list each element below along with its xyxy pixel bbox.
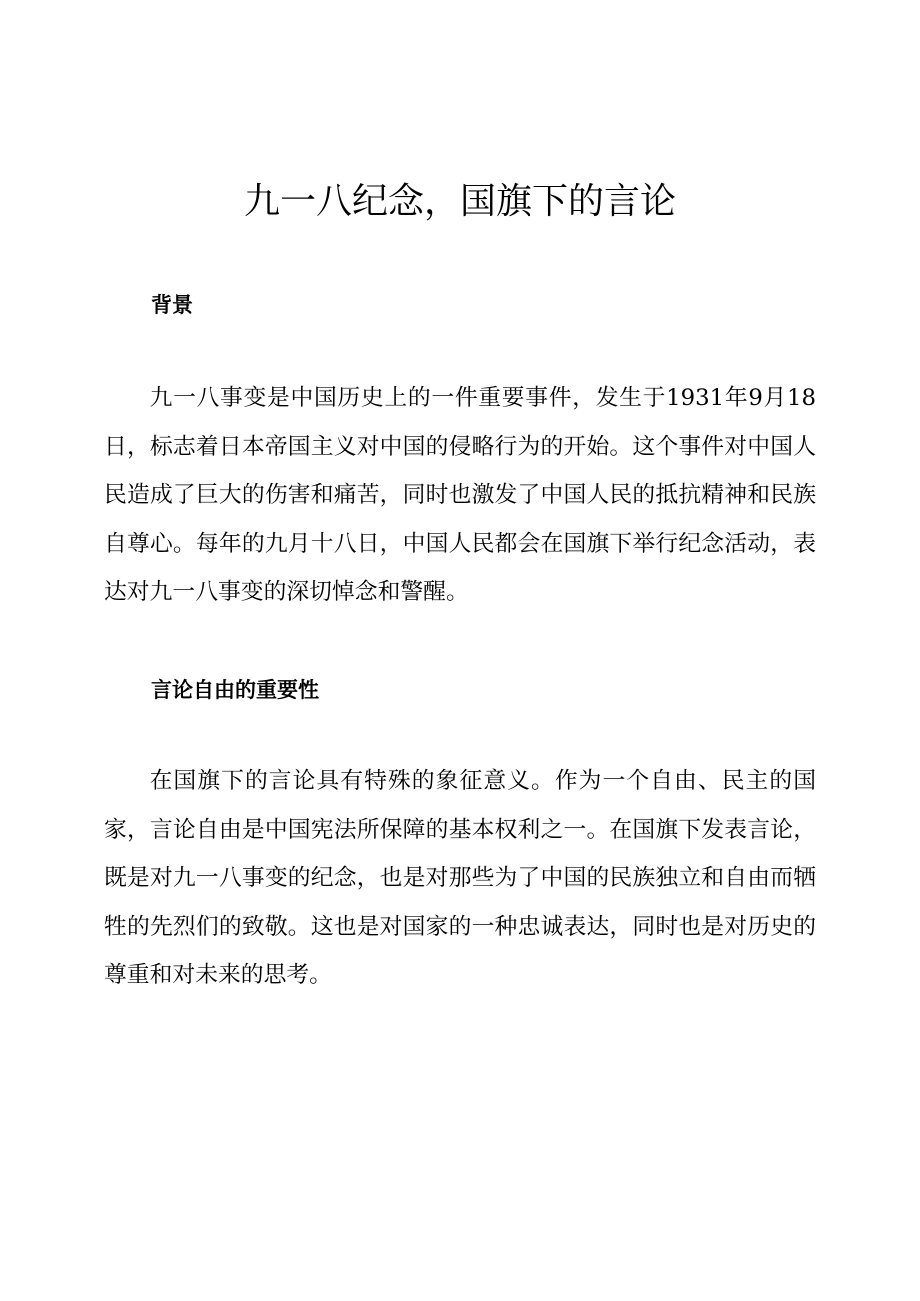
section-paragraph-free-speech: 在国旗下的言论具有特殊的象征意义。作为一个自由、民主的国家，言论自由是中国宪法所保障的基本权利之一。在国旗下发表言论，既是对九一八事变的纪念，也是对那些为了中国的民族独立和自由而牺牲的先烈们的致敬。这也是对国家的一种忠诚表达，同时也是对历史的尊重和对未来的思考。: [104, 768, 816, 988]
section-heading-free-speech: 言论自由的重要性: [151, 678, 319, 702]
document-title: 九一八纪念，国旗下的言论: [243, 181, 676, 222]
section-heading-background: 背景: [151, 293, 193, 317]
section-paragraph-background: 九一八事变是中国历史上的一件重要事件，发生于1931年9月18日，标志着日本帝国主义对中国的侵略行为的开始。这个事件对中国人民造成了巨大的伤害和痛苦，同时也激发了中国人民的抵抗精神和民族自尊心。每年的九月十八日，中国人民都会在国旗下举行纪念活动，表达对九一八事变的深切悼念和警醒。: [104, 385, 816, 605]
